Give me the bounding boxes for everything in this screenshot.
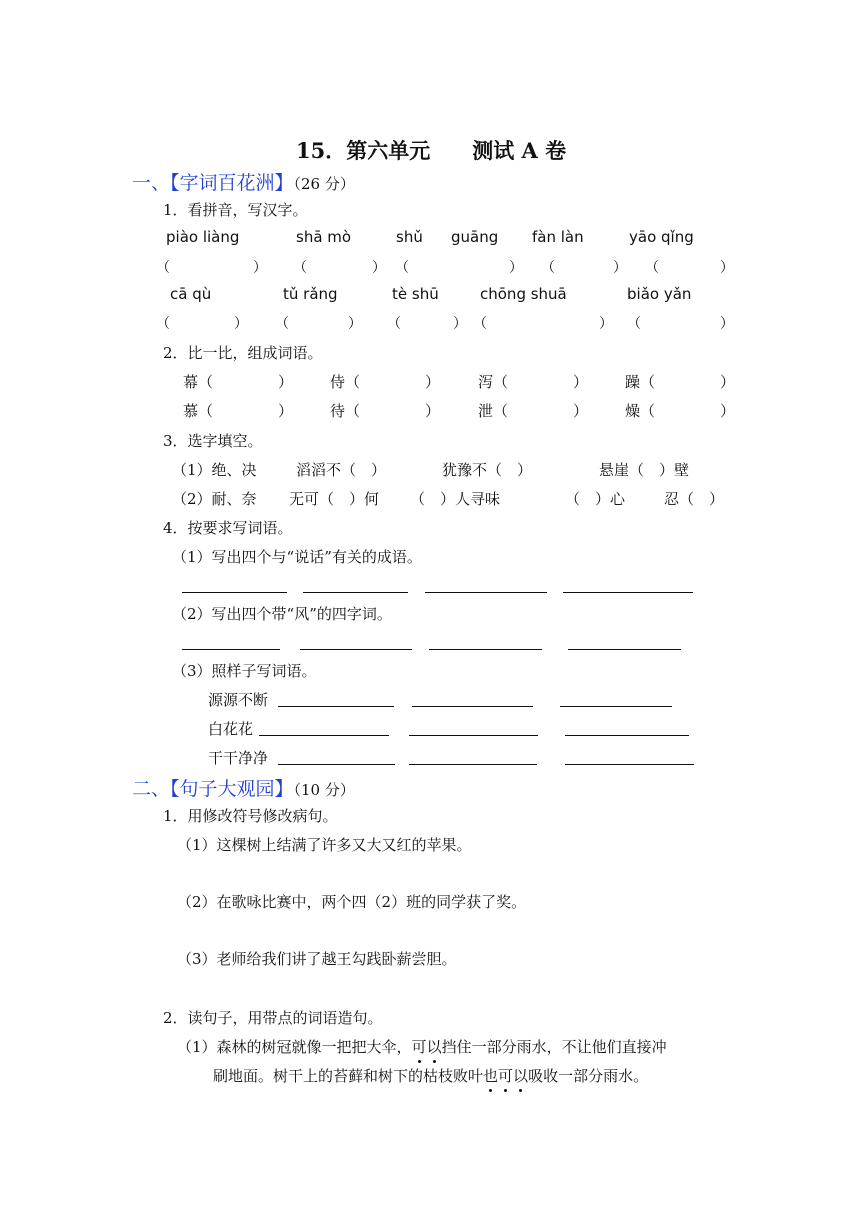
- fill-item: （ ）人寻味: [410, 490, 501, 508]
- answer-line[interactable]: [259, 735, 389, 736]
- fill-item: 无可（ ）何: [289, 490, 380, 508]
- sick-sentence: （1）这棵树上结满了许多又大又红的苹果。: [177, 836, 472, 854]
- answer-line[interactable]: [565, 764, 694, 765]
- q1-label: 1．看拼音，写汉字。: [163, 201, 308, 219]
- s1-label: 1．用修改符号修改病句。: [163, 807, 338, 825]
- emphasis-char: 以: [426, 1038, 442, 1056]
- answer-line[interactable]: [182, 649, 280, 650]
- answer-paren-close: ）: [348, 316, 362, 332]
- pinyin: shǔ: [396, 228, 423, 246]
- answer-paren-open: （: [156, 260, 170, 276]
- answer-paren-close: ）: [453, 316, 467, 332]
- answer-paren-close: ）: [599, 316, 613, 332]
- example-word: 白花花: [208, 720, 254, 738]
- compare-char: 躁（: [625, 373, 656, 391]
- q4-label: 4．按要求写词语。: [163, 519, 293, 537]
- q2-label: 2．比一比，组成词语。: [163, 344, 323, 362]
- answer-line[interactable]: [565, 735, 689, 736]
- answer-paren-close: ）: [253, 260, 267, 276]
- pinyin: tǔ rǎng: [283, 285, 338, 303]
- answer-paren-open: （: [541, 260, 555, 276]
- answer-line[interactable]: [303, 592, 408, 593]
- compare-close: ）: [720, 402, 736, 420]
- compare-char: 幕（: [183, 373, 214, 391]
- pinyin: tè shū: [392, 285, 439, 303]
- answer-paren-close: ）: [372, 260, 386, 276]
- compare-close: ）: [278, 402, 294, 420]
- page-title: 15．第六单元 测试 A 卷: [296, 138, 567, 163]
- fill-item: 忍（ ）: [664, 490, 725, 508]
- pinyin: cā qù: [170, 285, 212, 303]
- answer-line[interactable]: [300, 649, 412, 650]
- answer-paren-close: ）: [509, 260, 523, 276]
- answer-line[interactable]: [412, 706, 533, 707]
- answer-paren-open: （: [293, 260, 307, 276]
- q4-sub3: （3）照样子写词语。: [172, 662, 317, 680]
- answer-line[interactable]: [425, 592, 547, 593]
- answer-line[interactable]: [409, 735, 538, 736]
- section-1-score: （26 分）: [293, 175, 355, 193]
- compare-char: 泻（: [478, 373, 509, 391]
- sick-sentence: （3）老师给我们讲了越王勾践卧薪尝胆。: [177, 950, 457, 968]
- q3-label: 3．选字填空。: [163, 432, 263, 450]
- answer-paren-open: （: [387, 316, 401, 332]
- fill-item: （ ）心: [565, 490, 626, 508]
- answer-paren-open: （: [156, 316, 170, 332]
- compare-char: 侍（: [330, 373, 361, 391]
- answer-line[interactable]: [409, 764, 537, 765]
- answer-paren-close: ）: [234, 316, 248, 332]
- answer-line[interactable]: [563, 592, 693, 593]
- pinyin: biǎo yǎn: [627, 285, 692, 303]
- pinyin: yāo qǐng: [629, 228, 694, 246]
- q3-options-2: （2）耐、奈: [172, 490, 257, 508]
- fill-item: 滔滔不（ ）: [296, 461, 387, 479]
- compare-close: ）: [278, 373, 294, 391]
- emphasis-char: 也: [483, 1067, 499, 1085]
- answer-paren-open: （: [645, 260, 659, 276]
- reading-sentence-line1: [177, 1036, 667, 1057]
- answer-line[interactable]: [278, 764, 395, 765]
- compare-close: ）: [425, 402, 441, 420]
- example-word: 干干净净: [208, 749, 269, 767]
- compare-close: ）: [573, 373, 589, 391]
- answer-line[interactable]: [278, 706, 394, 707]
- fill-item: 犹豫不（ ）: [442, 461, 533, 479]
- answer-paren-close: ）: [720, 260, 734, 276]
- compare-char: 慕（: [183, 402, 214, 420]
- answer-line[interactable]: [429, 649, 542, 650]
- pinyin: guāng: [451, 228, 499, 246]
- compare-close: ）: [720, 373, 736, 391]
- answer-paren-open: （: [473, 316, 487, 332]
- sentence-text: （1）森林的树冠就像一把把大伞，: [177, 1038, 412, 1056]
- section-1-label: 一、【字词百花洲】: [132, 172, 294, 194]
- sentence-text: 刷地面。树干上的苔藓和树下的枯枝败叶: [213, 1067, 484, 1085]
- pinyin: shā mò: [296, 228, 352, 246]
- compare-char: 待（: [330, 402, 361, 420]
- answer-line[interactable]: [182, 592, 287, 593]
- q3-options-1: （1）绝、决: [172, 461, 257, 479]
- q4-sub1: （1）写出四个与“说话”有关的成语。: [172, 548, 422, 566]
- emphasis-char: 可: [498, 1067, 514, 1085]
- emphasis-char: 以: [513, 1067, 529, 1085]
- pinyin: chōng shuā: [480, 285, 567, 303]
- compare-close: ）: [573, 402, 589, 420]
- sentence-text: 挡住一部分雨水，不让他们直接冲: [441, 1038, 667, 1056]
- s2-label: 2．读句子，用带点的词语造句。: [163, 1009, 383, 1027]
- answer-paren-open: （: [275, 316, 289, 332]
- answer-paren-open: （: [395, 260, 409, 276]
- compare-char: 燥（: [625, 402, 656, 420]
- section-1-heading: [132, 168, 355, 195]
- dotted-word: [483, 1067, 528, 1085]
- answer-line[interactable]: [568, 649, 681, 650]
- reading-sentence-line2: [213, 1065, 648, 1086]
- q4-sub2: （2）写出四个带“风”的四字词。: [172, 605, 392, 623]
- sentence-text: 吸收一部分雨水。: [528, 1067, 649, 1085]
- answer-paren-close: ）: [613, 260, 627, 276]
- section-2-heading: [132, 774, 355, 801]
- compare-char: 泄（: [478, 402, 509, 420]
- example-word: 源源不断: [208, 691, 269, 709]
- compare-close: ）: [425, 373, 441, 391]
- fill-item: 悬崖（ ）壁: [599, 461, 690, 479]
- answer-paren-close: ）: [720, 316, 734, 332]
- sick-sentence: （2）在歌咏比赛中，两个四（2）班的同学获了奖。: [177, 893, 527, 911]
- pinyin: piào liàng: [166, 228, 240, 246]
- answer-paren-open: （: [627, 316, 641, 332]
- emphasis-char: 可: [411, 1038, 427, 1056]
- pinyin: fàn làn: [532, 228, 584, 246]
- answer-line[interactable]: [560, 706, 672, 707]
- dotted-word: [412, 1038, 442, 1056]
- section-2-score: （10 分）: [293, 781, 355, 799]
- section-2-label: 二、【句子大观园】: [132, 778, 294, 800]
